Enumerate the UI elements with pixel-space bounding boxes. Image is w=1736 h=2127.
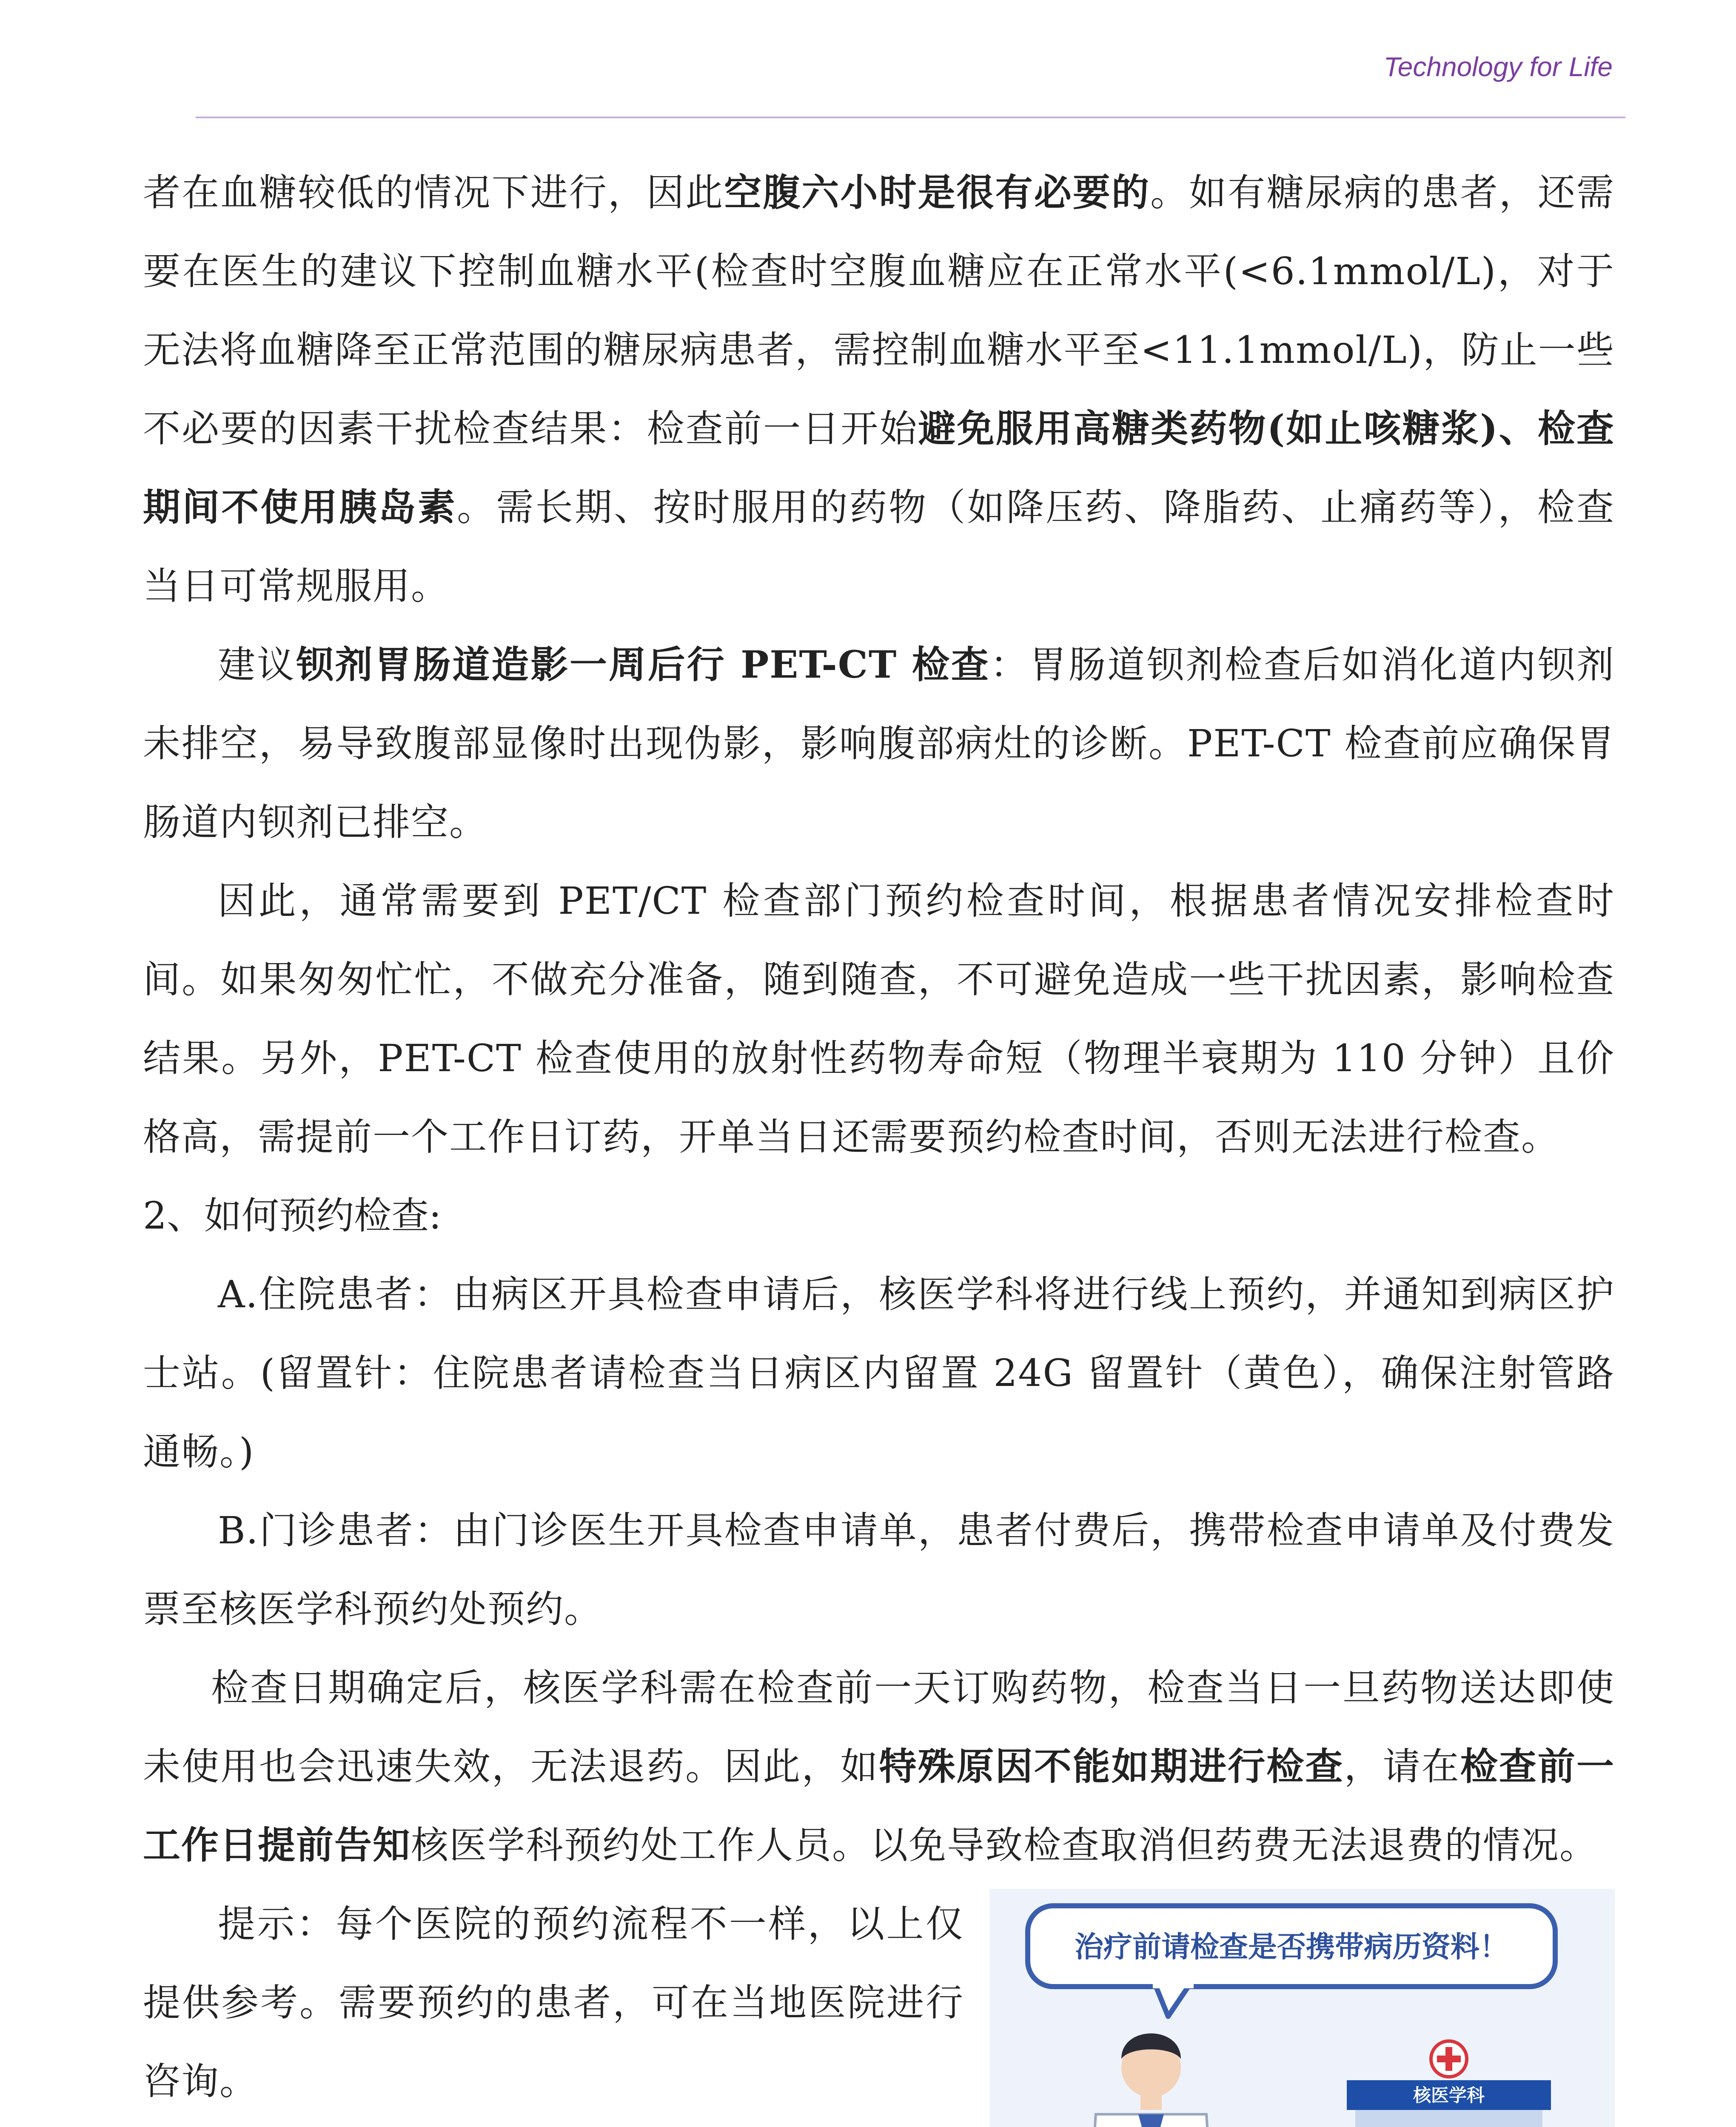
paragraph-fasting: [143, 153, 1615, 625]
text: 核医学科预约处工作人员。以免导致检查取消但药费无法退费的情况。: [411, 1823, 1598, 1867]
paragraph-outpatient: B.门诊患者：由门诊医生开具检查申请单，患者付费后，携带检查申请单及付费发票至核医学科预约处预约。: [143, 1508, 1615, 1631]
text: 建议: [218, 643, 296, 687]
bold-text: 钡剂胃肠道造影一周后行 PET-CT 检查: [296, 642, 990, 687]
text-and-figure: [143, 1885, 1615, 2127]
paragraph-tip: 提示：每个医院的预约流程不一样，以上仅提供参考。需要预约的患者，可在当地医院进行咨询。: [143, 1902, 964, 2103]
text: ：胃肠道钡剂检查后如消化道内钡剂未排空，易导致腹部显像时出现伪影，影响腹部病灶的诊断。PET-CT 检查前应确保胃肠道内钡剂已排空。: [143, 643, 1615, 844]
text: 。需长期、按时服用的药物（如降压药、降脂药、止痛药等），检查当日可常规服用。: [143, 485, 1615, 608]
text: 。如有糖尿病的患者，还需要在医生的建议下控制血糖水平(检查时空腹血糖应在正常水平(<6.1mmol/L)，对于无法将血糖降至正常范围的糖尿病患者，需控制血糖水平至<11.1mmol/L)，防止一些不必要的因素干扰检查结果：检查前一日开始: [143, 171, 1615, 450]
paragraph-appointment-reason: 因此，通常需要到 PET/CT 检查部门预约检查时间，根据患者情况安排检查时间。如果匆匆忙忙，不做充分准备，随到随查，不可避免造成一些干扰因素，影响检查结果。另外，PET-CT 检查使用的放射性药物寿命短（物理半衰期为 110 分钟）且价格高，需提前一个工作日订药，开单当日还需要预约检查时间，否则无法进行检查。: [143, 879, 1615, 1159]
section-heading-appointment: 2、如何预约检查:: [143, 1194, 442, 1237]
bold-text: 特殊原因不能如期进行检查: [879, 1744, 1344, 1788]
section-heading-waiting: [143, 2121, 964, 2127]
header-tagline: Technology for Life: [1383, 51, 1613, 82]
left-column: [143, 1885, 964, 2127]
paragraph-barium: [143, 625, 1615, 861]
text: 者在血糖较低的情况下进行，因此: [143, 171, 724, 214]
header-divider: [196, 117, 1625, 118]
building-sign: 核医学科: [1413, 2085, 1485, 2106]
document-body: [143, 153, 1615, 2127]
bold-text: 检查前一工作日提前告知: [143, 1744, 1615, 1867]
bubble-text: 治疗前请检查是否携带病历资料！: [1074, 1930, 1509, 1964]
bold-text: 空腹六小时是很有必要的: [724, 170, 1151, 214]
text: ，请在: [1344, 1745, 1460, 1788]
paragraph-drug-order: [143, 1648, 1615, 1885]
illustration-doctor-hospital: [989, 1889, 1615, 2127]
paragraph-inpatient: A.住院患者：由病区开具检查申请后，核医学科将进行线上预约，并通知到病区护士站。(留置针：住院患者请检查当日病区内留置 24G 留置针（黄色），确保注射管路通畅。): [143, 1272, 1615, 1474]
text: 检查日期确定后，核医学科需在检查前一天订购药物，检查当日一旦药物送达即使未使用也会迅速失效，无法退药。因此，如: [143, 1666, 1615, 1788]
illustration-svg: [989, 1889, 1615, 2127]
bold-text: 避免服用高糖类药物(如止咳糖浆)、检查期间不使用胰岛素: [143, 406, 1615, 529]
